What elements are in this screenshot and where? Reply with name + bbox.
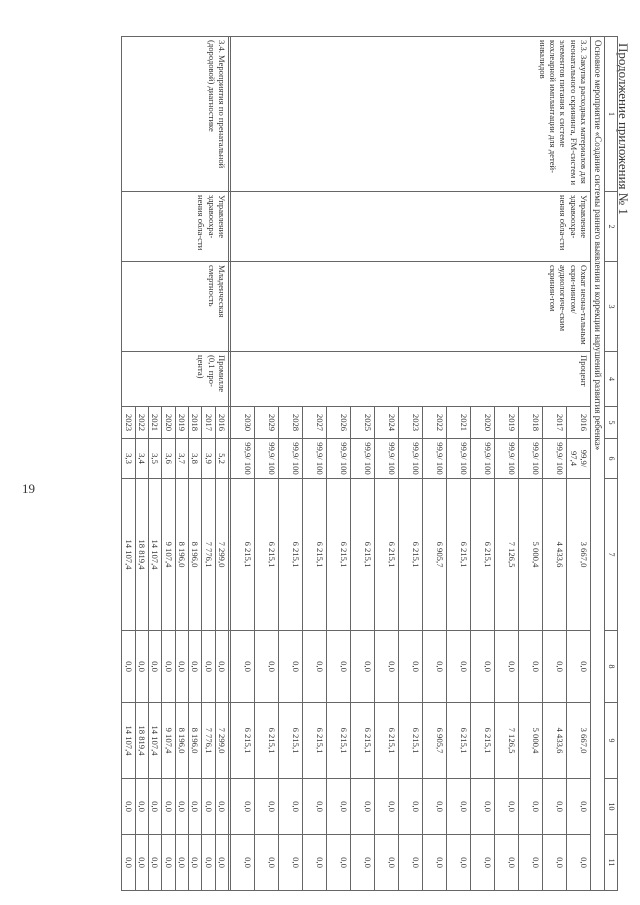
year-cell: 2017	[543, 407, 567, 439]
table-row	[567, 37, 591, 891]
total-funding-cell: 6 905,7	[423, 479, 447, 631]
block-separator	[229, 37, 231, 891]
total-funding-cell: 6 215,1	[279, 479, 303, 631]
program-table	[122, 36, 619, 891]
section-title: Основное мероприятие «Создание системы раннего выявления и коррекции нарушений развития ребенка»	[591, 37, 605, 891]
federal-funding-cell: 0,0	[175, 631, 188, 703]
table-row	[215, 37, 228, 891]
total-funding-cell: 6 215,1	[447, 479, 471, 631]
year-cell: 2021	[149, 407, 162, 439]
total-funding-cell: 7 776,1	[202, 479, 215, 631]
year-cell: 2026	[327, 407, 351, 439]
regional-funding-cell: 6 215,1	[375, 703, 399, 779]
measure-name: 3.4. Мероприятия по пренатальной (дородовой) диагностике	[122, 37, 229, 192]
regional-funding-cell: 6 215,1	[471, 703, 495, 779]
total-funding-cell: 6 215,1	[255, 479, 279, 631]
column-number: 9	[605, 703, 618, 779]
federal-funding-cell: 0,0	[231, 631, 255, 703]
indicator-value-cell: 99,9/ 100	[279, 439, 303, 479]
federal-funding-cell: 0,0	[519, 631, 543, 703]
other-funding-cell: 0,0	[471, 835, 495, 891]
total-funding-cell: 3 667,0	[567, 479, 591, 631]
other-funding-cell: 0,0	[122, 835, 135, 891]
column-number: 8	[605, 631, 618, 703]
column-number: 7	[605, 479, 618, 631]
indicator-value-cell: 99,9/ 100	[399, 439, 423, 479]
local-funding-cell: 0,0	[519, 779, 543, 835]
regional-funding-cell: 6 215,1	[399, 703, 423, 779]
regional-funding-cell: 14 107,4	[149, 703, 162, 779]
year-cell: 2018	[189, 407, 202, 439]
regional-funding-cell: 14 107,4	[122, 703, 135, 779]
other-funding-cell: 0,0	[279, 835, 303, 891]
year-cell: 2022	[135, 407, 148, 439]
local-funding-cell: 0,0	[327, 779, 351, 835]
regional-funding-cell: 9 107,4	[162, 703, 175, 779]
indicator-value-cell: 99,9/ 100	[231, 439, 255, 479]
total-funding-cell: 18 819,4	[135, 479, 148, 631]
federal-funding-cell: 0,0	[135, 631, 148, 703]
total-funding-cell: 5 000,4	[519, 479, 543, 631]
column-number: 6	[605, 439, 618, 479]
local-funding-cell: 0,0	[471, 779, 495, 835]
indicator-value-cell: 99,9/ 100	[519, 439, 543, 479]
measure-unit: Промилле (0,1 про-цента)	[122, 352, 229, 407]
total-funding-cell: 14 107,4	[122, 479, 135, 631]
local-funding-cell: 0,0	[303, 779, 327, 835]
indicator-value-cell: 3,6	[162, 439, 175, 479]
year-cell: 2022	[423, 407, 447, 439]
indicator-value-cell: 3,7	[175, 439, 188, 479]
local-funding-cell: 0,0	[231, 779, 255, 835]
separator-cell	[229, 835, 231, 891]
year-cell: 2025	[351, 407, 375, 439]
year-cell: 2016	[215, 407, 228, 439]
indicator-value-cell: 3,3	[122, 439, 135, 479]
other-funding-cell: 0,0	[375, 835, 399, 891]
federal-funding-cell: 0,0	[351, 631, 375, 703]
separator-cell	[229, 262, 231, 352]
other-funding-cell: 0,0	[215, 835, 228, 891]
local-funding-cell: 0,0	[215, 779, 228, 835]
separator-cell	[229, 703, 231, 779]
regional-funding-cell: 8 196,0	[189, 703, 202, 779]
indicator-value-cell: 99,9/ 100	[543, 439, 567, 479]
year-cell: 2027	[303, 407, 327, 439]
regional-funding-cell: 7 126,5	[495, 703, 519, 779]
federal-funding-cell: 0,0	[279, 631, 303, 703]
measure-indicator: Младенческая смертность	[122, 262, 229, 352]
local-funding-cell: 0,0	[162, 779, 175, 835]
total-funding-cell: 14 107,4	[149, 479, 162, 631]
regional-funding-cell: 5 000,4	[519, 703, 543, 779]
regional-funding-cell: 3 667,0	[567, 703, 591, 779]
year-cell: 2028	[279, 407, 303, 439]
federal-funding-cell: 0,0	[399, 631, 423, 703]
year-cell: 2020	[471, 407, 495, 439]
other-funding-cell: 0,0	[327, 835, 351, 891]
year-cell: 2018	[519, 407, 543, 439]
total-funding-cell: 7 126,5	[495, 479, 519, 631]
local-funding-cell: 0,0	[149, 779, 162, 835]
federal-funding-cell: 0,0	[375, 631, 399, 703]
local-funding-cell: 0,0	[175, 779, 188, 835]
regional-funding-cell: 8 196,0	[175, 703, 188, 779]
section-title-row	[591, 37, 605, 891]
separator-cell	[229, 439, 231, 479]
local-funding-cell: 0,0	[122, 779, 135, 835]
local-funding-cell: 0,0	[423, 779, 447, 835]
federal-funding-cell: 0,0	[255, 631, 279, 703]
local-funding-cell: 0,0	[567, 779, 591, 835]
indicator-value-cell: 3,5	[149, 439, 162, 479]
year-cell: 2023	[122, 407, 135, 439]
local-funding-cell: 0,0	[135, 779, 148, 835]
total-funding-cell: 4 433,6	[543, 479, 567, 631]
regional-funding-cell: 6 215,1	[351, 703, 375, 779]
total-funding-cell: 6 215,1	[327, 479, 351, 631]
indicator-value-cell: 99,9/ 100	[375, 439, 399, 479]
separator-cell	[229, 407, 231, 439]
federal-funding-cell: 0,0	[122, 631, 135, 703]
column-number: 1	[605, 37, 618, 192]
year-cell: 2023	[399, 407, 423, 439]
year-cell: 2029	[255, 407, 279, 439]
federal-funding-cell: 0,0	[327, 631, 351, 703]
separator-cell	[229, 779, 231, 835]
column-number: 11	[605, 835, 618, 891]
federal-funding-cell: 0,0	[543, 631, 567, 703]
federal-funding-cell: 0,0	[215, 631, 228, 703]
other-funding-cell: 0,0	[447, 835, 471, 891]
local-funding-cell: 0,0	[255, 779, 279, 835]
federal-funding-cell: 0,0	[471, 631, 495, 703]
other-funding-cell: 0,0	[189, 835, 202, 891]
year-cell: 2019	[495, 407, 519, 439]
other-funding-cell: 0,0	[149, 835, 162, 891]
measure-executor: Управление здравоохра-нения обла-сти	[122, 192, 229, 262]
federal-funding-cell: 0,0	[162, 631, 175, 703]
indicator-value-cell: 5,2	[215, 439, 228, 479]
indicator-value-cell: 99,9/ 97,4	[567, 439, 591, 479]
year-cell: 2019	[175, 407, 188, 439]
measure-name: 3.3. Закупка расходных материалов для неонатального скрининга, FM-систем и элементов питания к системе кохлеарной имплантации для детей-инвалидов	[231, 37, 591, 192]
indicator-value-cell: 99,9/ 100	[471, 439, 495, 479]
indicator-value-cell: 3,9	[202, 439, 215, 479]
local-funding-cell: 0,0	[202, 779, 215, 835]
column-number-row	[605, 37, 618, 891]
other-funding-cell: 0,0	[231, 835, 255, 891]
indicator-value-cell: 99,9/ 100	[303, 439, 327, 479]
local-funding-cell: 0,0	[447, 779, 471, 835]
indicator-value-cell: 99,9/ 100	[351, 439, 375, 479]
year-cell: 2016	[567, 407, 591, 439]
column-number: 2	[605, 192, 618, 262]
total-funding-cell: 6 215,1	[399, 479, 423, 631]
appendix-title: Продолжение приложения № 1	[616, 43, 631, 215]
total-funding-cell: 6 215,1	[231, 479, 255, 631]
federal-funding-cell: 0,0	[495, 631, 519, 703]
local-funding-cell: 0,0	[279, 779, 303, 835]
regional-funding-cell: 7 776,1	[202, 703, 215, 779]
local-funding-cell: 0,0	[399, 779, 423, 835]
total-funding-cell: 7 299,0	[215, 479, 228, 631]
separator-cell	[229, 192, 231, 262]
page-number: 19	[22, 481, 35, 496]
total-funding-cell: 8 196,0	[189, 479, 202, 631]
other-funding-cell: 0,0	[495, 835, 519, 891]
total-funding-cell: 6 215,1	[303, 479, 327, 631]
measure-executor: Управление здравоохра-нения обла-сти	[231, 192, 591, 262]
separator-cell	[229, 479, 231, 631]
total-funding-cell: 9 107,4	[162, 479, 175, 631]
regional-funding-cell: 18 819,4	[135, 703, 148, 779]
column-number: 5	[605, 407, 618, 439]
regional-funding-cell: 7 299,0	[215, 703, 228, 779]
regional-funding-cell: 6 215,1	[231, 703, 255, 779]
other-funding-cell: 0,0	[423, 835, 447, 891]
federal-funding-cell: 0,0	[567, 631, 591, 703]
year-cell: 2017	[202, 407, 215, 439]
other-funding-cell: 0,0	[351, 835, 375, 891]
total-funding-cell: 8 196,0	[175, 479, 188, 631]
indicator-value-cell: 99,9/ 100	[423, 439, 447, 479]
federal-funding-cell: 0,0	[303, 631, 327, 703]
year-cell: 2020	[162, 407, 175, 439]
column-number: 3	[605, 262, 618, 352]
regional-funding-cell: 4 433,6	[543, 703, 567, 779]
column-number: 10	[605, 779, 618, 835]
other-funding-cell: 0,0	[519, 835, 543, 891]
indicator-value-cell: 99,9/ 100	[255, 439, 279, 479]
federal-funding-cell: 0,0	[202, 631, 215, 703]
local-funding-cell: 0,0	[375, 779, 399, 835]
total-funding-cell: 6 215,1	[375, 479, 399, 631]
other-funding-cell: 0,0	[202, 835, 215, 891]
federal-funding-cell: 0,0	[447, 631, 471, 703]
measure-unit: Процент	[231, 352, 591, 407]
separator-cell	[229, 352, 231, 407]
separator-cell	[229, 631, 231, 703]
year-cell: 2021	[447, 407, 471, 439]
regional-funding-cell: 6 215,1	[447, 703, 471, 779]
indicator-value-cell: 3,8	[189, 439, 202, 479]
other-funding-cell: 0,0	[543, 835, 567, 891]
indicator-value-cell: 99,9/ 100	[447, 439, 471, 479]
regional-funding-cell: 6 905,7	[423, 703, 447, 779]
regional-funding-cell: 6 215,1	[255, 703, 279, 779]
other-funding-cell: 0,0	[175, 835, 188, 891]
year-cell: 2024	[375, 407, 399, 439]
federal-funding-cell: 0,0	[423, 631, 447, 703]
local-funding-cell: 0,0	[495, 779, 519, 835]
other-funding-cell: 0,0	[162, 835, 175, 891]
federal-funding-cell: 0,0	[149, 631, 162, 703]
other-funding-cell: 0,0	[255, 835, 279, 891]
regional-funding-cell: 6 215,1	[279, 703, 303, 779]
local-funding-cell: 0,0	[543, 779, 567, 835]
local-funding-cell: 0,0	[351, 779, 375, 835]
indicator-value-cell: 99,9/ 100	[327, 439, 351, 479]
column-number: 4	[605, 352, 618, 407]
regional-funding-cell: 6 215,1	[303, 703, 327, 779]
other-funding-cell: 0,0	[303, 835, 327, 891]
separator-cell	[229, 37, 231, 192]
other-funding-cell: 0,0	[567, 835, 591, 891]
federal-funding-cell: 0,0	[189, 631, 202, 703]
measure-indicator: Охват неона-тальным скри-нингом/ аудиологиче-ским скринин-гом	[231, 262, 591, 352]
total-funding-cell: 6 215,1	[351, 479, 375, 631]
total-funding-cell: 6 215,1	[471, 479, 495, 631]
local-funding-cell: 0,0	[189, 779, 202, 835]
year-cell: 2030	[231, 407, 255, 439]
indicator-value-cell: 99,9/ 100	[495, 439, 519, 479]
regional-funding-cell: 6 215,1	[327, 703, 351, 779]
other-funding-cell: 0,0	[399, 835, 423, 891]
other-funding-cell: 0,0	[135, 835, 148, 891]
indicator-value-cell: 3,4	[135, 439, 148, 479]
